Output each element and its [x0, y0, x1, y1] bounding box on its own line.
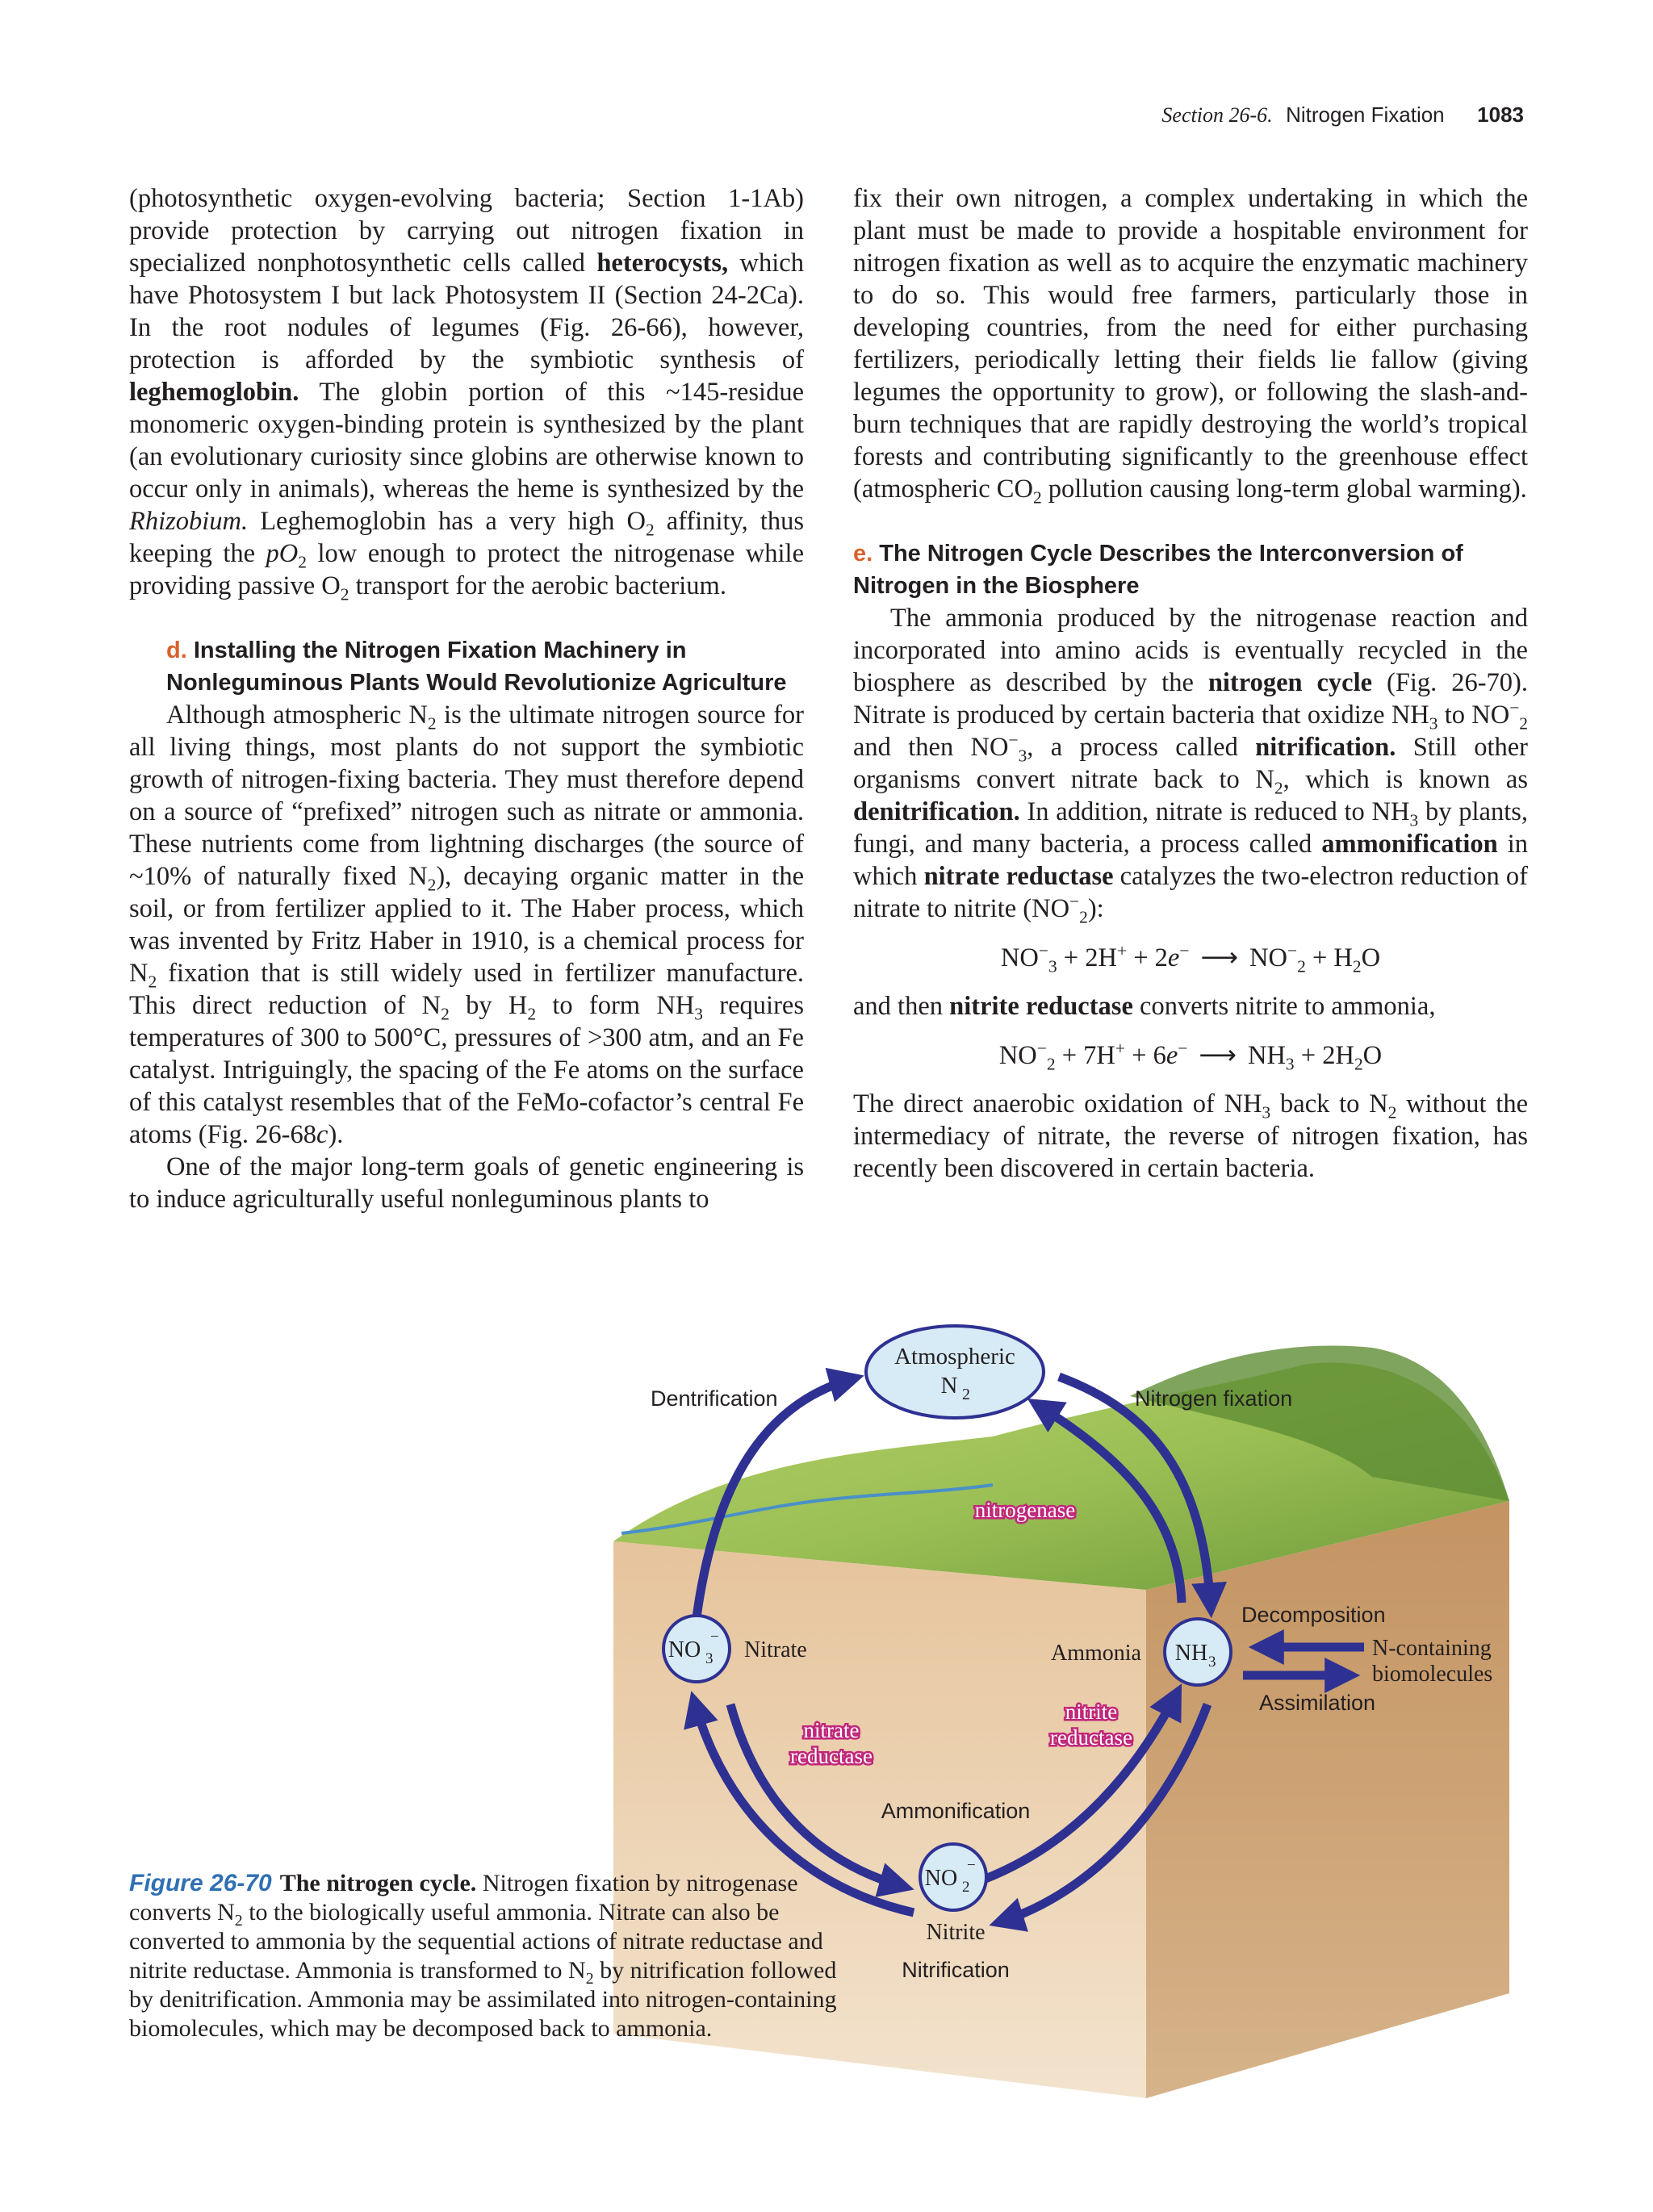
node-label: NO [924, 1866, 958, 1891]
enzyme-nitrite-reductase: reductase [1050, 1725, 1132, 1750]
enzyme-nitrate-reductase: reductase [790, 1744, 873, 1768]
node-subscript: 3 [1208, 1654, 1216, 1670]
node-label: NO [667, 1637, 701, 1662]
node-subscript: 2 [962, 1879, 970, 1896]
subsection-heading-e: e. The Nitrogen Cycle Describes the Interconversion of Nitrogen in the Biosphere [853, 541, 1463, 599]
paragraph: The ammonia produced by the nitrogenase reaction and incorporated into amino acids is eventually recycled in the biosphere as described by the nitrogen cycle (Fig. 26-70). Nitrate is produced by certain bacteria that oxidize $NH_3$ to $NO^-_2$ and then $NO^-_3$, a process called nitrification. Still other organisms convert nitrate back to $N_2$, which is known as denitrification. In addition, nitrate is reduced to $NH_3$ by plants, fungi, and many bacteria, a process called ammonification in which nitrate reductase catalyzes the two-electron reduction of nitrate to nitrite $(NO^-_2)$: [853, 604, 1529, 927]
nitrogen-cycle-diagram [0, 1291, 1653, 2179]
label-biomolecules: biomolecules [1372, 1662, 1493, 1687]
page-number: 1083 [1477, 102, 1524, 127]
label-dentrification: Dentrification [651, 1386, 778, 1411]
node-subscript: 2 [962, 1386, 970, 1403]
enzyme-nitrate-reductase: nitrate [803, 1718, 860, 1742]
figure-caption: Figure 26-70 The nitrogen cycle. Nitrogen fixation by nitrogenase converts $N_2$ to the biologically useful ammonia. Nitrate can also be converted to ammonia by the sequential actions of nitrate reductase and nitrite reductase. Ammonia is transformed to $N_2$ by nitrification followed by denitrification. Ammonia may be assimilated into nitrogen-containing biomolecules, which may be decomposed back to ammonia. [129, 1870, 837, 2042]
node-label: NH [1174, 1641, 1208, 1666]
node-superscript: − [967, 1857, 976, 1874]
paragraph: (photosynthetic oxygen-evolving bacteria; Section 1-1Ab) provide protection by carrying out nitrogen fixation in specialized nonphotosynthetic cells called heterocysts, which have Photosystem I but lack Photosystem II (Section 24-2Ca). In the root nodules of legumes (Fig. 26-66), however, protection is afforded by the symbiotic synthesis of leghemoglobin. The globin portion of this ~145-residue monomeric oxygen-binding protein is synthesized by the plant (an evolutionary curiosity since globins are otherwise known to occur only in animals), whereas the heme is synthesized by the Rhizobium. Leghemoglobin has a very high $O_2$ affinity, thus keeping the $pO_2$ low enough to protect the nitrogenase while providing passive $O_2$ transport for the aerobic bacterium. [129, 184, 804, 604]
label-decomposition: Decomposition [1241, 1603, 1386, 1627]
node-label: N [940, 1373, 958, 1399]
node-subscript: 3 [705, 1650, 714, 1667]
subsection-heading-d: d. Installing the Nitrogen Fixation Machinery in Nonleguminous Plants Would Revolutionize Agriculture [166, 638, 787, 696]
label-n-containing: N-containing [1372, 1636, 1492, 1661]
right-column [853, 182, 1528, 1185]
section-title: Nitrogen Fixation [1286, 102, 1445, 127]
paragraph: The direct anaerobic oxidation of $NH_3$ back to $N_2$ without the intermediacy of nitrate, the reverse of nitrogen fixation, has recently been discovered in certain bacteria. [853, 1089, 1529, 1183]
label-assimilation: Assimilation [1259, 1691, 1376, 1715]
left-column [129, 182, 804, 1215]
paragraph: fix their own nitrogen, a complex undertaking in which the plant must be made to provide a hospitable environment for nitrogen fixation as well as to acquire the enzymatic machinery to do so. This would free farmers, particularly those in developing countries, from the need for either purchasing fertilizers, periodically letting their fields lie fallow (giving legumes the opportunity to grow), or following the slash-and-burn techniques that are rapidly destroying the world’s tropical forests and contributing significantly to the greenhouse effect (atmospheric $CO_2$ pollution causing long-term global warming). [853, 184, 1528, 508]
nitrogen-cycle-figure [0, 1291, 1653, 2179]
soil-right-face [1146, 1501, 1509, 2098]
paragraph: One of the major long-term goals of genetic engineering is to induce agriculturally useful nonleguminous plants to [129, 1152, 804, 1214]
label-nitrite: Nitrite [926, 1920, 986, 1945]
label-nitrification: Nitrification [902, 1958, 1010, 1982]
section-label: Section 26-6. [1161, 103, 1273, 127]
enzyme-nitrogenase: nitrogenase [974, 1498, 1076, 1522]
equation-nitrite-reduction: $NO^-_2 + 7H^+ + 6e^-$ ⟶ $NH_3 + 2H_2O$ [998, 1039, 1383, 1074]
label-ammonification: Ammonification [881, 1799, 1031, 1823]
figure-label: Figure 26-70 [129, 1870, 272, 1896]
label-nitrogen-fixation: Nitrogen fixation [1135, 1386, 1293, 1411]
caption-title: The nitrogen cycle. [279, 1870, 477, 1896]
node-atmospheric-n2 [866, 1326, 1044, 1418]
paragraph: Although atmospheric $N_2$ is the ultimate nitrogen source for all living things, most plants do not support the symbiotic growth of nitrogen-fixing bacteria. They must therefore depend on a source of “prefixed” nitrogen such as nitrate or ammonia. These nutrients come from lightning discharges (the source of ~10% of naturally fixed $N_2$), decaying organic matter in the soil, or from fertilizer applied to it. The Haber process, which was invented by Fritz Haber in 1910, is a chemical process for $N_2$ fixation that is still widely used in fertilizer manufacture. This direct reduction of $N_2$ by $H_2$ to form $NH_3$ requires temperatures of 300 to 500°C, pressures of >300 atm, and an Fe catalyst. Intriguingly, the spacing of the Fe atoms on the surface of this catalyst resembles that of the FeMo-cofactor’s central Fe atoms (Fig. 26-68c). [129, 700, 804, 1149]
node-label: Atmospheric [894, 1344, 1015, 1369]
label-ammonia: Ammonia [1051, 1641, 1141, 1666]
paragraph: and then nitrite reductase converts nitrite to ammonia, [853, 992, 1436, 1021]
node-superscript: − [710, 1629, 719, 1645]
enzyme-nitrite-reductase: nitrite [1065, 1700, 1118, 1724]
equation-nitrate-reduction: $NO^-_3 + 2H^+ + 2e^-$ ⟶ $NO^-_2 + H_2O$ [1000, 941, 1381, 976]
label-nitrate: Nitrate [744, 1637, 807, 1662]
running-header [1161, 102, 1524, 128]
